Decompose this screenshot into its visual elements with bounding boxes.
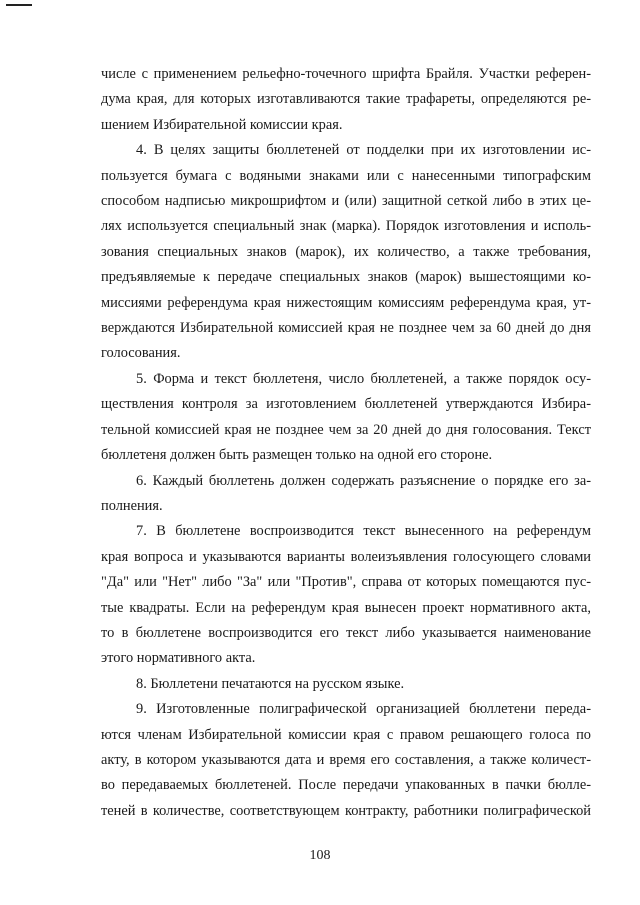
text-line: верждаются Избирательной комиссией края не позднее чем за 60 дней до дня [101,320,591,337]
text-line: то в бюллетене воспроизводится его текст либо указывается наименование [101,624,591,641]
paragraph-continuation [101,62,591,138]
text-line: тые квадраты. Если на референдум края вынесен проект нормативного акта, [101,599,591,616]
text-line: дума края, для которых изготавливаются такие трафареты, определяются ре- [101,91,591,108]
text-line: акту, в котором указываются дата и время его составления, а также количест- [101,751,591,768]
text-line: 9. Изготовленные полиграфической организацией бюллетени переда- [136,701,591,718]
text-line: "Да" или "Нет" либо "За" или "Против", справа от которых помещаются пус- [101,574,591,591]
text-line: 8. Бюллетени печатаются на русском языке. [136,675,405,692]
text-line: тельной комиссией края не позднее чем за 20 дней до дня голосования. Текст [101,421,591,438]
page-number: 108 [309,848,331,863]
text-line: зования специальных знаков (марок), их количество, а также требования, [101,243,591,260]
text-line: голосования. [101,345,181,362]
scan-corner-mark [6,4,32,6]
text-line: способом надписью микрошрифтом и (или) защитной сеткой либо в этих це- [101,193,591,210]
paragraph-item-9 [101,697,591,824]
text-line: миссиями референдума края нижестоящим комиссиям референдума края, ут- [101,294,591,311]
text-line: края вопроса и указываются варианты волеизъявления голосующего словами [101,548,591,565]
text-line: ществления контроля за изготовлением бюллетеней утверждаются Избира- [101,396,591,413]
text-line: полнения. [101,497,163,514]
text-line: пользуется бумага с водяными знаками или с нанесенными типографским [101,167,591,184]
text-line: во передаваемых бюллетеней. После передачи упакованных в пачки бюлле- [101,777,591,794]
text-line: этого нормативного акта. [101,650,256,667]
paragraph-item-8 [101,672,591,697]
text-line: шением Избирательной комиссии края. [101,116,343,133]
text-line: теней в количестве, соответствующем контракту, работники полиграфической [101,802,591,819]
text-line: предъявляемые к передаче специальных знаков (марок) вышестоящими ко- [101,269,591,286]
text-line: 7. В бюллетене воспроизводится текст вынесенного на референдум [136,523,591,540]
text-line: бюллетеня должен быть размещен только на одной его стороне. [101,447,493,464]
paragraph-item-5 [101,367,591,469]
text-line: 6. Каждый бюллетень должен содержать разъяснение о порядке его за- [136,472,591,489]
text-line: ются членам Избирательной комиссии края с правом решающего голоса по [101,726,591,743]
text-line: 4. В целях защиты бюллетеней от подделки при их изготовлении ис- [136,142,591,159]
text-line: лях используется специальный знак (марка). Порядок изготовления и исполь- [101,218,591,235]
paragraph-item-4 [101,138,591,367]
paragraph-item-7 [101,519,591,671]
paragraph-item-6 [101,469,591,520]
text-line: числе с применением рельефно-точечного шрифта Брайля. Участки референ- [101,66,591,82]
page-body [101,62,591,824]
text-line: 5. Форма и текст бюллетеня, число бюллетеней, а также порядок осу- [136,370,591,387]
